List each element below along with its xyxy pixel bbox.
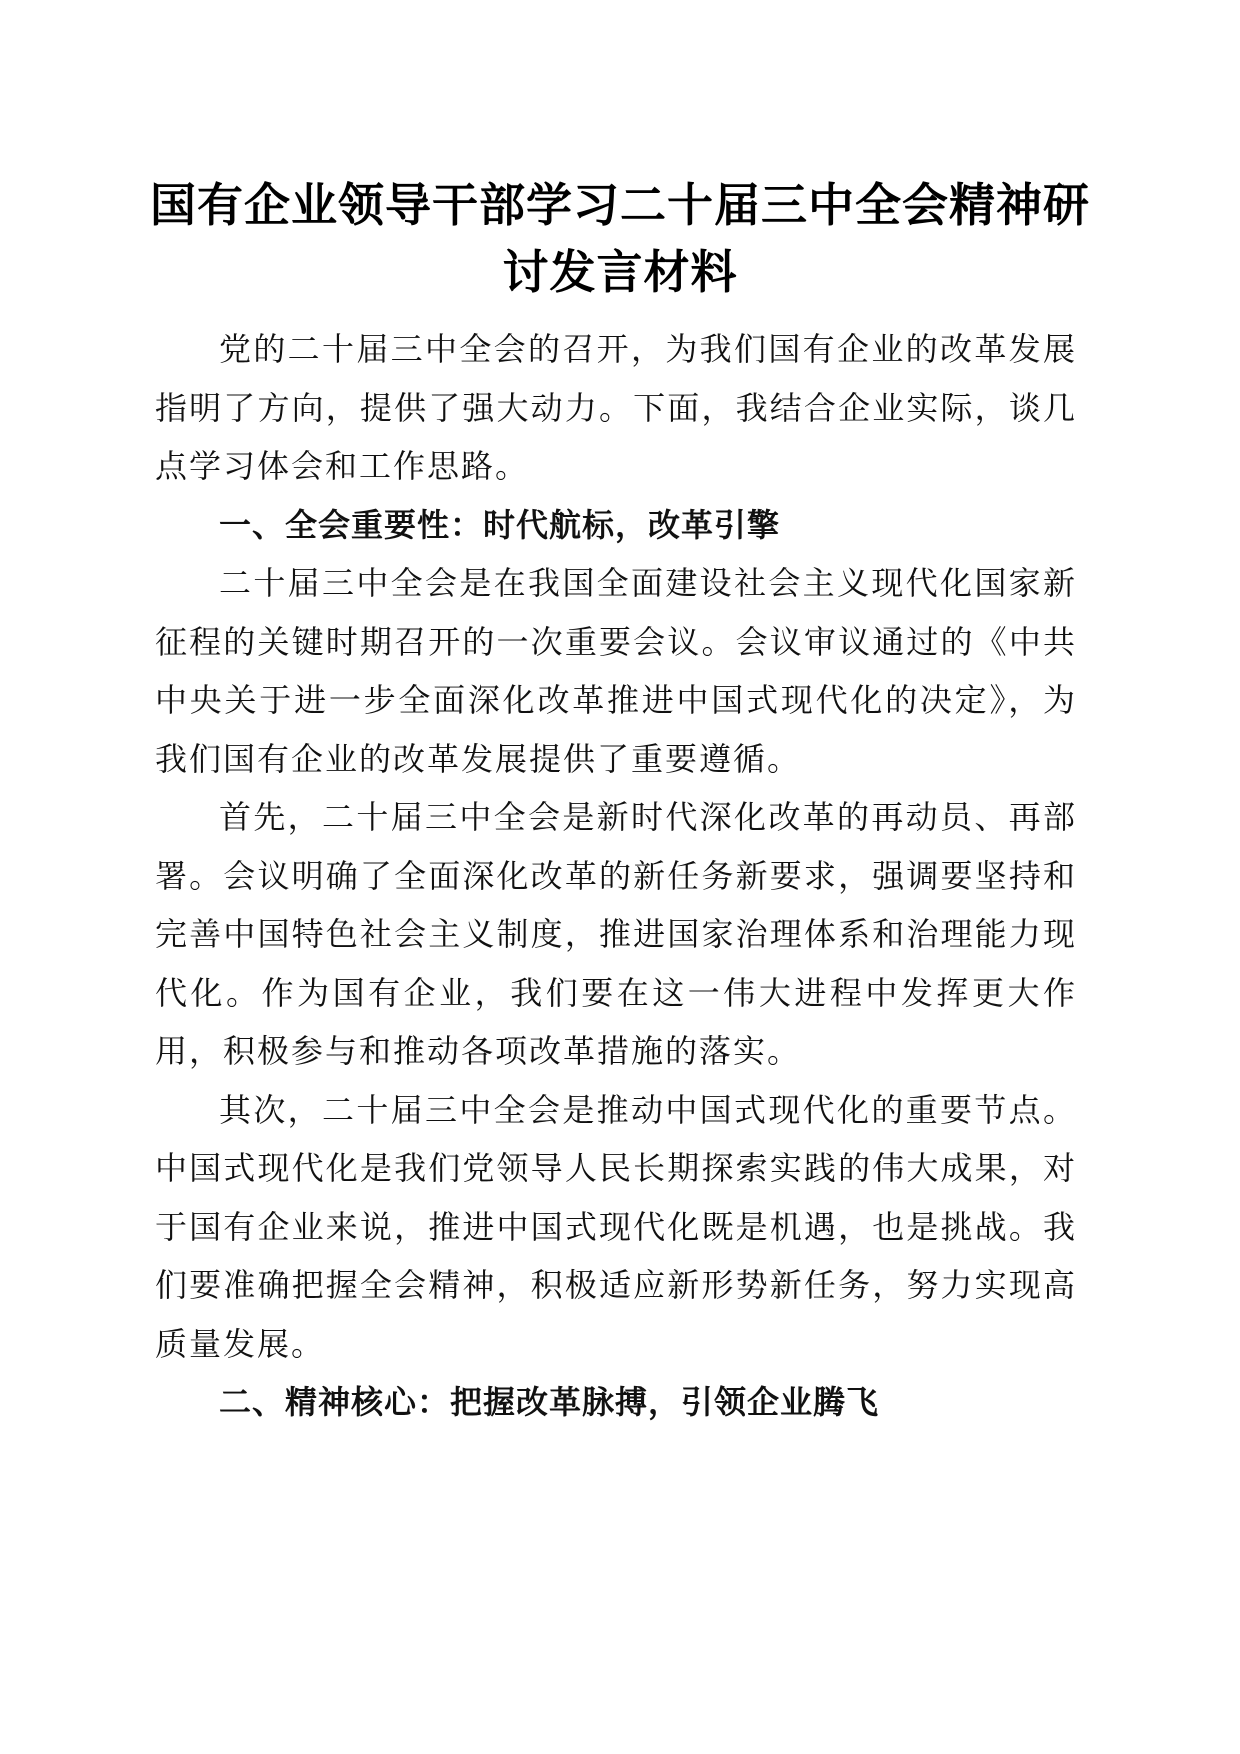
document-title: 国有企业领导干部学习二十届三中全会精神研讨发言材料: [150, 178, 1090, 299]
document-body: [155, 320, 1077, 1432]
intro-paragraph: 党的二十届三中全会的召开，为我们国有企业的改革发展指明了方向，提供了强大动力。下面，我结合企业实际，谈几点学习体会和工作思路。: [155, 330, 1077, 485]
body-paragraph: 其次，二十届三中全会是推动中国式现代化的重要节点。中国式现代化是我们党领导人民长期探索实践的伟大成果，对于国有企业来说，推进中国式现代化既是机遇，也是挑战。我们要准确把握全会精神，积极适应新形势新任务，努力实现高质量发展。: [155, 1090, 1077, 1363]
body-paragraph: 二十届三中全会是在我国全面建设社会主义现代化国家新征程的关键时期召开的一次重要会议。会议审议通过的《中共中央关于进一步全面深化改革推进中国式现代化的决定》，为我们国有企业的改革发展提供了重要遵循。: [155, 564, 1077, 778]
section-heading-2: 二、精神核心：把握改革脉搏，引领企业腾飞: [219, 1383, 880, 1421]
body-paragraph: 首先，二十届三中全会是新时代深化改革的再动员、再部署。会议明确了全面深化改革的新任务新要求，强调要坚持和完善中国特色社会主义制度，推进国家治理体系和治理能力现代化。作为国有企业，我们要在这一伟大进程中发挥更大作用，积极参与和推动各项改革措施的落实。: [155, 798, 1077, 1070]
section-heading-1: 一、全会重要性：时代航标，改革引擎: [219, 505, 781, 544]
